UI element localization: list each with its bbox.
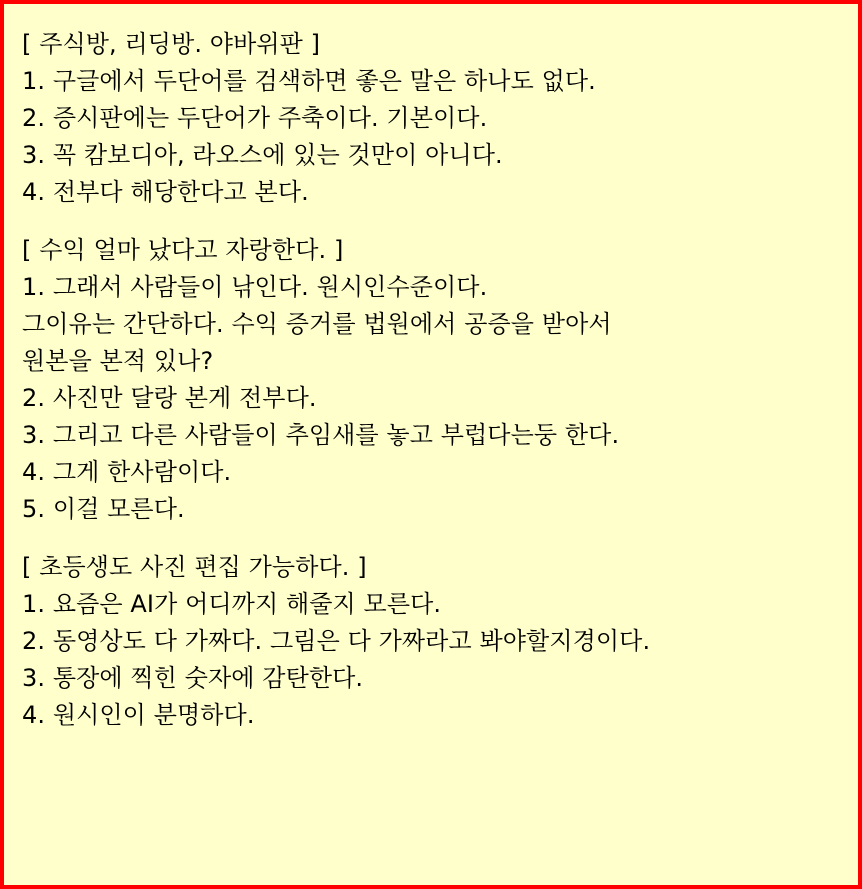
- section-heading: [ 주식방, 리딩방. 야바위판 ]: [22, 30, 321, 58]
- list-item: 5. 이걸 모른다.: [22, 495, 185, 523]
- list-item: 3. 통장에 찍힌 숫자에 감탄한다.: [22, 664, 364, 692]
- list-item: 3. 꼭 캄보디아, 라오스에 있는 것만이 아니다.: [22, 141, 503, 169]
- list-item: 4. 그게 한사람이다.: [22, 458, 232, 486]
- list-item: 원본을 본적 있나?: [22, 347, 214, 375]
- section-stock-rooms: [22, 26, 848, 211]
- note-content: [22, 26, 848, 755]
- section-heading: [ 초등생도 사진 편집 가능하다. ]: [22, 553, 367, 581]
- list-item: 1. 구글에서 두단어를 검색하면 좋은 말은 하나도 없다.: [22, 67, 596, 95]
- list-item: 1. 요즘은 AI가 어디까지 해줄지 모른다.: [22, 590, 442, 618]
- list-item: 2. 사진만 달랑 본게 전부다.: [22, 384, 317, 412]
- list-item: 그이유는 간단하다. 수익 증거를 법원에서 공증을 받아서: [22, 310, 612, 338]
- list-item: 4. 원시인이 분명하다.: [22, 701, 255, 729]
- section-heading: [ 수익 얼마 났다고 자랑한다. ]: [22, 236, 344, 264]
- list-item: 1. 그래서 사람들이 낚인다. 원시인수준이다.: [22, 273, 488, 301]
- section-photo-editing: [22, 549, 848, 734]
- list-item: 2. 증시판에는 두단어가 주축이다. 기본이다.: [22, 104, 488, 132]
- list-item: 3. 그리고 다른 사람들이 추임새를 놓고 부럽다는둥 한다.: [22, 421, 620, 449]
- list-item: 4. 전부다 해당한다고 본다.: [22, 178, 309, 206]
- section-profit-bragging: [22, 232, 848, 528]
- list-item: 2. 동영상도 다 가짜다. 그림은 다 가짜라고 봐야할지경이다.: [22, 627, 651, 655]
